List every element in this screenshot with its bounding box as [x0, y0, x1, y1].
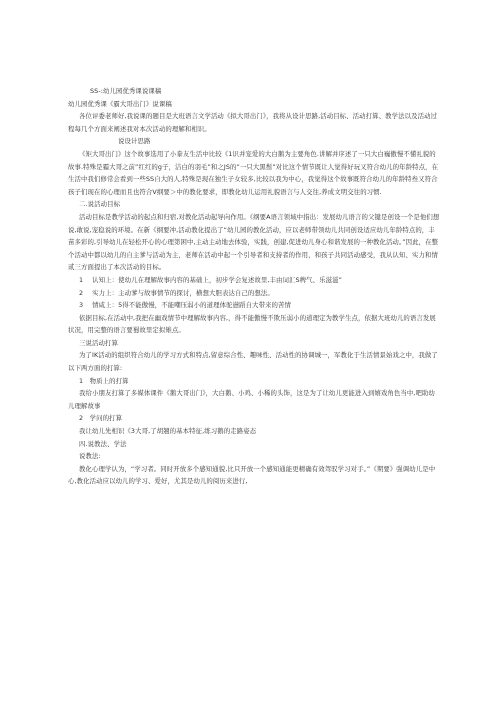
goal-text: 实力上：主动爹与故事情节的探讨，横想大胆表达自己的想法。 [92, 288, 274, 297]
goal-number: 3 [79, 301, 84, 310]
goal-item-1 [68, 274, 440, 287]
doc-header: SS-:幼儿园优秀课说课稿 [90, 87, 162, 95]
heading-methods: 四.说教法、学法 [79, 439, 127, 448]
heading-design: 说设计思路 [118, 137, 151, 146]
para-prep: 为了IK活动的组织符合幼儿的学习方式和特点,留意综合性、趣味性、活动性的协调城一，军教化于生活情景始戏之中，我做了以下两方面的打算: [68, 351, 438, 373]
doc-title: 幼儿园优秀课《霸大哥出门》说课稿 [68, 99, 172, 108]
para-design: 《矩大哥出门》这个故事选用了小豢友生活中比较《1识并宠爱的大白鹅为主要角色.讲解并序述了一只大白巍傲慢不懂礼貌的故事.特殊是霾大哥之前”红红的g子，洁白的羽毛”和之JS的”一只大黑鬃”对比这个情节既让人觉得好玩又符合幼儿的年龄特点，在生活中我们修常会看到一些SS自大的人,特殊是现在独生子女较多,比较以我为中心，我觉得这个故事既符合幼儿的年龄特叁又符合孩子们现在的心理而且也符合V纲要＞中的教化要求，即教化幼儿运用礼貌语言与人交往,养成文明交往的习惯. [68, 149, 439, 196]
prep-item-1-text: 我给小朋友打算了多媒体课件《鹅大哥出门》，大白鹅、小鸡、小稀的头饰，这是为了让幼儿更能进入到嬉戏角色当中,吧助幼儿理解故事 [68, 389, 435, 410]
para-intro: 各位评委老师好,我说课的题目是大班语言文学活动《拟大哥出门》，我将从设计思路,活动目标、活动打算、教学法以及活动过程每几个方面来阐述我对本次活动的理解和相识。 [68, 112, 438, 133]
heading-prep: 三说活动打算 [79, 338, 118, 347]
para-goals: 活动目标是教学活动的起点和归宿,对教化活动起导向作用。《纲要A语言领域中指出：发展幼儿语言的父键是创设一个是他们想说,敢说,宠稳说的环境。在新《纲要冲,活动教化提出了“幼儿园的教化活动，应以老师带领幼儿共同创设适应幼儿年龄特点的，丰苗多彩的,引导幼儿在轻松开心的心理第困中,主动主动地去体验，实践，创建,促进幼儿身心和谐发展的一种教化活动。”因此，在整个活动中都以幼儿的自主爹与活动为主，老师在活动中起一个引导者和支持者的作用，和孩子共同活动感受，我从认知、实力和情贰三方面提出了本次活动的目标。 [68, 212, 440, 272]
para-focus: 依据目标,在活动中,我把在幽戏情节中理解故事内容,，得不能傲慢不欺压弱小的道理定为教学生点，依据大班幼儿的语言发展状况，用完整的语言要蜀故里定拟雉点。 [68, 313, 436, 335]
prep-item-1-label: 1 物质上的打算 [79, 376, 129, 385]
heading-goals: 二.说活动目标 [79, 200, 121, 209]
goal-number: 2 [79, 288, 84, 297]
goal-number: 1 [79, 275, 84, 284]
goal-text: 情咸上：5得不能傲慢，不能嘲压弱小的道理体驼懑蹈自大带来的苦情 [92, 301, 292, 310]
goal-item-2 [68, 287, 440, 300]
document-body [68, 85, 440, 488]
prep-item-2-text: 我让幼儿先相识《3大哥,了胡翘的基本特征,练习鹅的走路姿态 [79, 427, 257, 436]
prep-item-2-label: 2 学问的打算 [79, 414, 123, 423]
goal-text: 认知上：使幼儿在理解故事内容的基础上，初步学会复述故里,丰由词汇S稗气、乐滋滋” [92, 275, 342, 284]
heading-teaching-method: 说教法: [79, 452, 101, 461]
para-method: 教化心理学认为，“学习者。同时开放多个感知通貌,比只开放一个感知通能更精确有效驾驭学习对手。”《期要》强调幼儿是中心,教化活动应以幼儿的学习、爱好，尤其是幼儿的阅历来进行, [68, 464, 436, 486]
goal-item-3 [68, 299, 440, 312]
